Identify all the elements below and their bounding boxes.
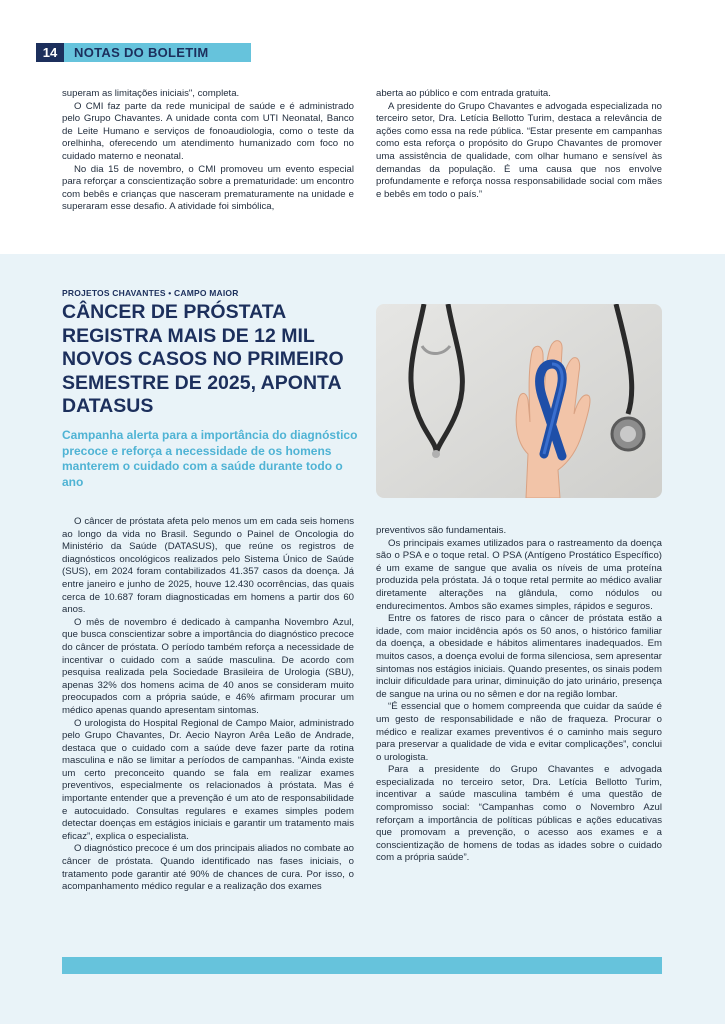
page-header bbox=[36, 43, 251, 62]
paragraph: O urologista do Hospital Regional de Campo Maior, administrado pelo Grupo Chavantes, Dr. Aecio Nayron Arêa Leão de Andrade, destaca que o cuidado com a saúde deve fazer parte da rotina masculina e não se limitar a períodos de campanhas. “Ainda existe um certo preconceito quando se fala em realizar exames preventivos, especialmente os relacionados à próstata. Mas é importante entender que a prevenção é um ato de responsabilidade e autocuidado. Consultas regulares e exames simples podem detectar doenças em estágios iniciais e garantir um tratamento mais eficaz”, explica o especialista. bbox=[62, 717, 354, 842]
paragraph: A presidente do Grupo Chavantes e advogada especializada no terceiro setor, Dra. Letícia Bellotto Turim, destaca a relevância de ações como essa na rede pública. “Estar presente em campanhas como esta reforça o propósito do Grupo Chavantes de promover uma assistência de qualidade, com olhar humano e sensível às demandas da população. É uma causa que nos envolve profundamente e reforça nossa responsabilidade social com mães e bebês em todo o país.” bbox=[376, 100, 662, 200]
paragraph: Para a presidente do Grupo Chavantes e advogada especializada no terceiro setor, Dra. Letícia Bellotto Turim, incentivar a saúde masculina também é uma questão de compromisso social: “Campanhas como o Novembro Azul reforçam a importância de políticas públicas e ações educativas que promovam a prevenção, o acesso aos exames e a conscientização de homens de todas as idades sobre o cuidado com a própria saúde”. bbox=[376, 764, 662, 864]
top-left-column bbox=[62, 88, 354, 214]
paragraph: Os principais exames utilizados para o rastreamento da doença são o PSA e o toque retal. O PSA (Antígeno Prostático Específico) é um exame de sangue que avalia os níveis de uma proteína produzida pela próstata. Já o toque retal permite ao médico avaliar diretamente alterações na glândula, como nódulos ou endurecimentos. Ambos são exames simples, rápidos e seguros. bbox=[376, 537, 662, 612]
article-headline: CÂNCER DE PRÓSTATA REGISTRA MAIS DE 12 MIL NOVOS CASOS NO PRIMEIRO SEMESTRE DE 2025, APONTA DATASUS bbox=[62, 301, 344, 417]
paragraph: O câncer de próstata afeta pelo menos um em cada seis homens ao longo da vida no Brasil. Segundo o Painel de Oncologia do Ministério da Saúde (DATASUS), que reúne os registros de diagnósticos oncológicos realizados pelo Sistema Único de Saúde (SUS), em 2024 foram contabilizados 41.357 casos da doença. Já entre janeiro e junho de 2025, houve 12.430 ocorrências, das quais cerca de 10.687 foram diagnosticadas em homens a partir dos 60 anos. bbox=[62, 516, 354, 616]
page-number: 14 bbox=[36, 43, 64, 62]
paragraph: No dia 15 de novembro, o CMI promoveu um evento especial para reforçar a conscientização sobre a prematuridade: um encontro com bebês e crianças que nasceram prematuramente na unidade e superaram esse desafio. A atividade foi simbólica, bbox=[62, 163, 354, 213]
article-subhead: Campanha alerta para a importância do diagnóstico precoce e reforça a necessidade de os homens manterem o cuidado com a saúde durante todo o ano bbox=[62, 428, 358, 489]
paragraph: O CMI faz parte da rede municipal de saúde e é administrado pelo Grupo Chavantes. A unidade conta com UTI Neonatal, Banco de Leite Humano e serviços de fonoaudiologia, como o teste da orelhinha, oferecendo um atendimento humanizado com foco no cuidado materno e neonatal. bbox=[62, 100, 354, 162]
article-kicker: PROJETOS CHAVANTES • CAMPO MAIOR bbox=[62, 288, 239, 298]
paragraph: aberta ao público e com entrada gratuita. bbox=[376, 88, 551, 99]
paragraph: Entre os fatores de risco para o câncer de próstata estão a idade, com maior incidência após os 50 anos, o histórico familiar da doença, a obesidade e hábitos alimentares inadequados. Em muitos casos, a doença evolui de forma silenciosa, sem apresentar sintomas nos estágios iniciais. Quando presentes, os sinais podem incluir dificuldade para urinar, diminuição do jato urinário, presença de sangue na urina ou no sêmen e dor na região lombar. bbox=[376, 613, 662, 700]
section-title: NOTAS DO BOLETIM bbox=[64, 43, 251, 62]
stethoscope-ribbon-illustration bbox=[376, 304, 662, 498]
top-right-column bbox=[376, 88, 662, 201]
paragraph: O mês de novembro é dedicado à campanha Novembro Azul, que busca conscientizar sobre a importância do diagnóstico precoce do câncer de próstata. O período também reforça a necessidade de incentivar o cuidado com a saúde masculina. De acordo com pesquisa realizada pela Sociedade Brasileira de Urologia (SBU), apenas 32% dos homens acima de 40 anos se consideram muito preocupados com a própria saúde, e 46% afirmam procurar um médico apenas quando apresentam sintomas. bbox=[62, 616, 354, 716]
paragraph: “É essencial que o homem compreenda que cuidar da saúde é um gesto de responsabilidade e não de fraqueza. Procurar o médico e realizar exames preventivos é o caminho mais seguro para preservar a qualidade de vida e evitar complicações”, conclui o urologista. bbox=[376, 701, 662, 763]
paragraph: O diagnóstico precoce é um dos principais aliados no combate ao câncer de próstata. Quando identificado nas fases iniciais, o tratamento pode garantir até 90% de chances de cura. Por isso, o acompanhamento médico regular e a realização dos exames bbox=[62, 843, 354, 893]
article-photo bbox=[376, 304, 662, 498]
footer-bar bbox=[62, 957, 662, 974]
article-left-column bbox=[62, 516, 354, 894]
article-right-column bbox=[376, 525, 662, 865]
paragraph: preventivos são fundamentais. bbox=[376, 525, 507, 536]
paragraph: superam as limitações iniciais", completa. bbox=[62, 88, 240, 99]
